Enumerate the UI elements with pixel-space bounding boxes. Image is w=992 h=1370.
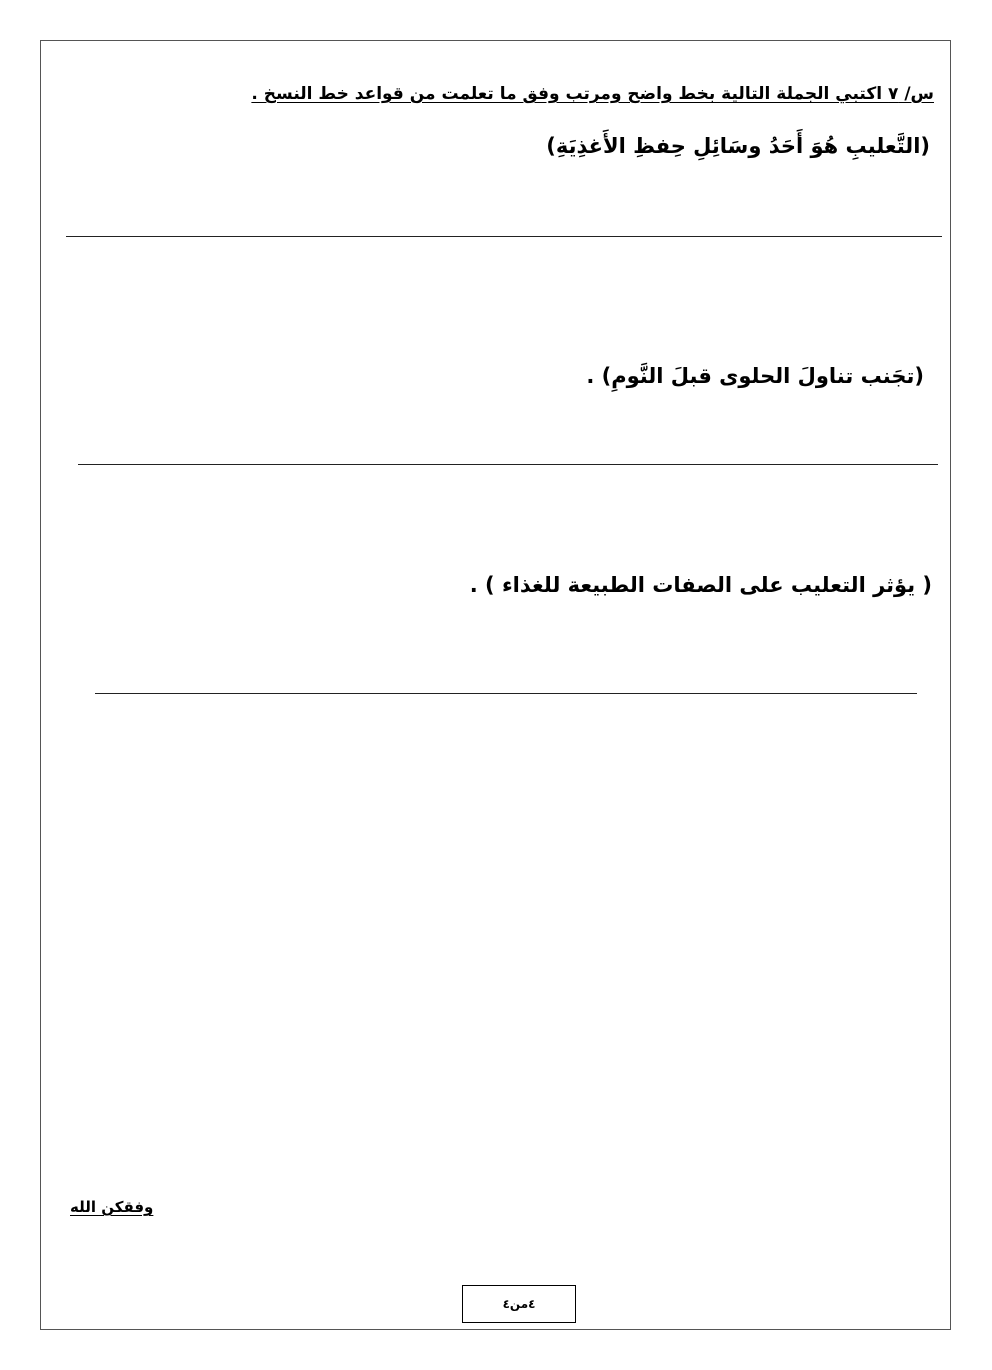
answer-line-1 — [66, 236, 942, 237]
sentence-3: ( يؤثر التعليب على الصفات الطبيعة للغذاء ) . — [469, 573, 932, 597]
answer-line-2 — [78, 464, 938, 465]
page-number: ٤من٤ — [502, 1297, 536, 1311]
sentence-1: (التَّعليبِ هُوَ أَحَدُ وسَائِلِ حِفظِ الأَغذِيَةِ) — [546, 134, 930, 158]
closing-text: وفقكن الله — [70, 1198, 154, 1216]
question-heading: س/ ٧ اكتبي الجملة التالية بخط واضح ومرتب وفق ما تعلمت من قواعد خط النسخ . — [251, 84, 934, 104]
answer-line-3 — [95, 693, 917, 694]
page-number-box — [462, 1285, 576, 1323]
page-border — [40, 40, 951, 1330]
sentence-2: (تجَنب تناولَ الحلوى قبلَ النَّومِ) . — [586, 364, 924, 388]
